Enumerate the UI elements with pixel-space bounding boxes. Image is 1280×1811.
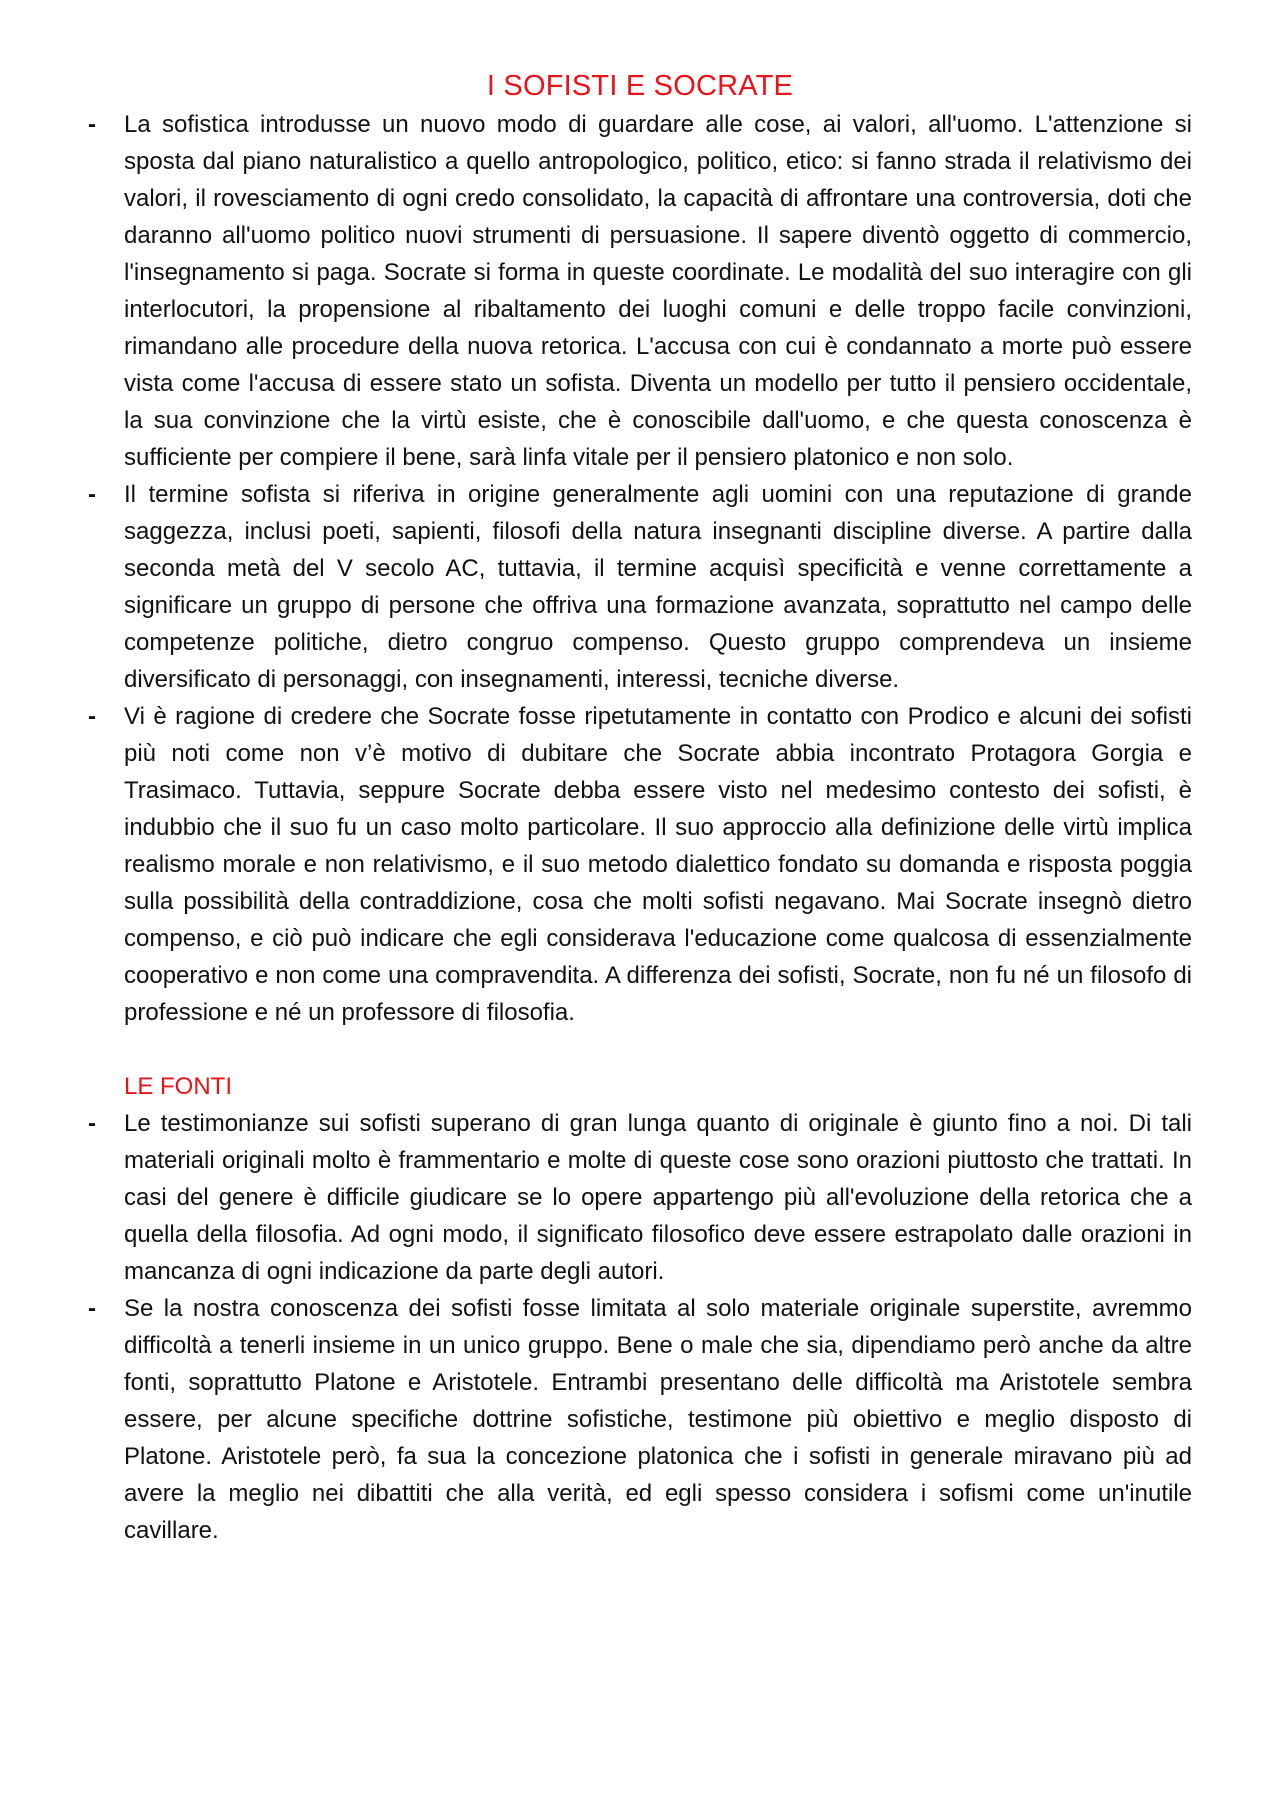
- paragraph-text: Il termine sofista si riferiva in origine generalmente agli uomini con una reputazione di grande saggezza, inclusi poeti, sapienti, filosofi della natura insegnanti discipline diverse. A partire dalla seconda metà del V secolo AC, tuttavia, il termine acquisì specificità e venne correttamente a significare un gruppo di persone che offriva una formazione avanzata, soprattutto nel campo delle competenze politiche, dietro congruo compenso. Questo gruppo comprendeva un insieme diversificato di personaggi, con insegnamenti, interessi, tecniche diverse.: [124, 481, 1192, 693]
- list-item: [88, 1290, 1192, 1549]
- list-item: [88, 1105, 1192, 1290]
- section-heading-fonti: LE FONTI: [124, 1073, 233, 1100]
- list-item: [88, 106, 1192, 476]
- bullet-marker: -: [88, 1295, 96, 1322]
- list-item: [88, 698, 1192, 1031]
- paragraph-text: Se la nostra conoscenza dei sofisti fosse limitata al solo materiale originale superstite, avremmo difficoltà a tenerli insieme in un unico gruppo. Bene o male che sia, dipendiamo però anche da altre fonti, soprattutto Platone e Aristotele. Entrambi presentano delle difficoltà ma Aristotele sembra essere, per alcune specifiche dottrine sofistiche, testimone più obiettivo e meglio disposto di Platone. Aristotele però, fa sua la concezione platonica che i sofisti in generale miravano più ad avere la meglio nei dibattiti che alla verità, ed egli spesso considera i sofismi come un'inutile cavillare.: [124, 1295, 1192, 1544]
- bullet-marker: -: [88, 481, 96, 508]
- section-1-list: [88, 106, 1192, 1031]
- bullet-marker: -: [88, 111, 96, 138]
- bullet-marker: -: [88, 1110, 96, 1137]
- paragraph-text: Vi è ragione di credere che Socrate fosse ripetutamente in contatto con Prodico e alcuni dei sofisti più noti come non v’è motivo di dubitare che Socrate abbia incontrato Protagora Gorgia e Trasimaco. Tuttavia, seppure Socrate debba essere visto nel medesimo contesto dei sofisti, è indubbio che il suo fu un caso molto particolare. Il suo approccio alla definizione delle virtù implica realismo morale e non relativismo, e il suo metodo dialettico fondato su domanda e risposta poggia sulla possibilità della contraddizione, cosa che molti sofisti negavano. Mai Socrate insegnò dietro compenso, e ciò può indicare che egli considerava l'educazione come qualcosa di essenzialmente cooperativo e non come una compravendita. A differenza dei sofisti, Socrate, non fu né un filosofo di professione e né un professore di filosofia.: [124, 703, 1192, 1026]
- bullet-marker: -: [88, 703, 96, 730]
- section-2-list: [88, 1105, 1192, 1549]
- list-item: [88, 476, 1192, 698]
- paragraph-text: La sofistica introdusse un nuovo modo di guardare alle cose, ai valori, all'uomo. L'attenzione si sposta dal piano naturalistico a quello antropologico, politico, etico: si fanno strada il relativismo dei valori, il rovesciamento di ogni credo consolidato, la capacità di affrontare una controversia, doti che daranno all'uomo politico nuovi strumenti di persuasione. Il sapere diventò oggetto di commercio, l'insegnamento si paga. Socrate si forma in queste coordinate. Le modalità del suo interagire con gli interlocutori, la propensione al ribaltamento dei luoghi comuni e delle troppo facile convinzioni, rimandano alle procedure della nuova retorica. L'accusa con cui è condannato a morte può essere vista come l'accusa di essere stato un sofista. Diventa un modello per tutto il pensiero occidentale, la sua convinzione che la virtù esiste, che è conoscibile dall'uomo, e che questa conoscenza è sufficiente per compiere il bene, sarà linfa vitale per il pensiero platonico e non solo.: [124, 111, 1192, 471]
- document-title: I SOFISTI E SOCRATE: [486, 70, 794, 102]
- paragraph-text: Le testimonianze sui sofisti superano di gran lunga quanto di originale è giunto fino a noi. Di tali materiali originali molto è frammentario e molte di queste cose sono orazioni piuttosto che trattati. In casi del genere è difficile giudicare se lo opere appartengo più all'evoluzione della retorica che a quella della filosofia. Ad ogni modo, il significato filosofico deve essere estrapolato dalle orazioni in mancanza di ogni indicazione da parte degli autori.: [124, 1110, 1192, 1285]
